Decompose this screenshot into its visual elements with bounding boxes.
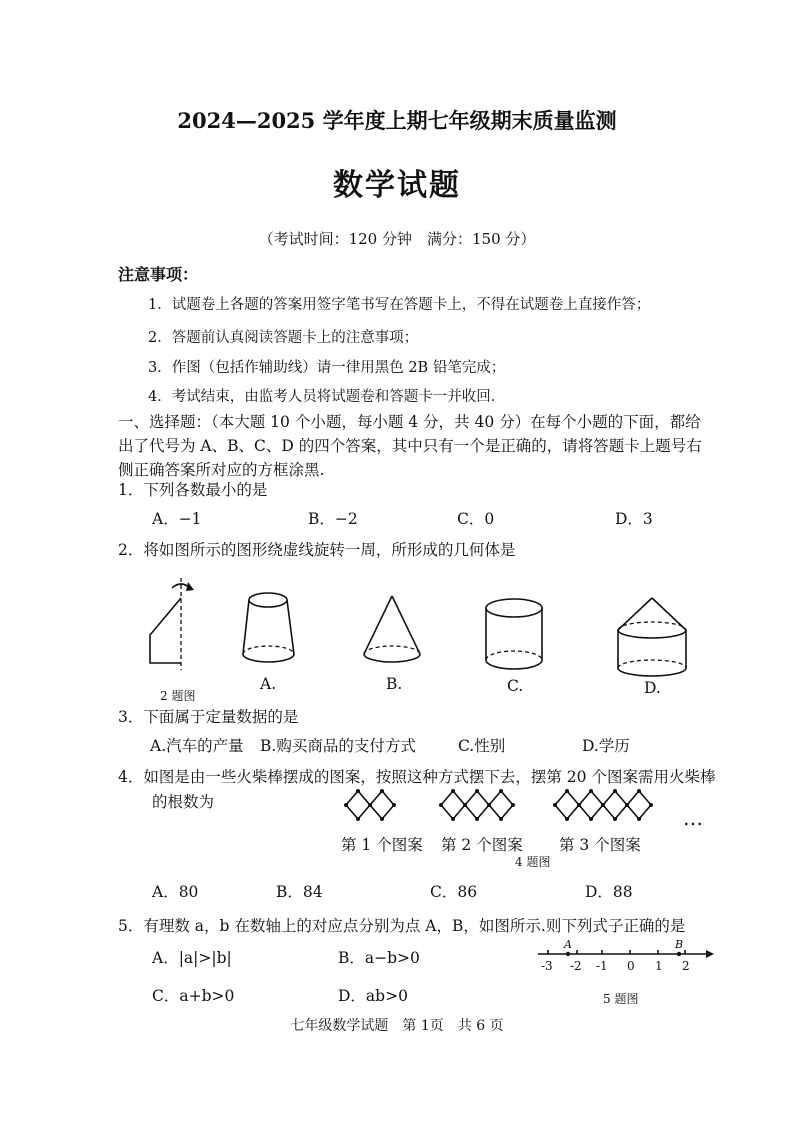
q5-point-a-label: A <box>564 938 572 951</box>
q5-tick-label: -1 <box>596 959 608 973</box>
q5-tick-label: 2 <box>682 959 690 973</box>
q5-tick-label: 0 <box>627 959 635 973</box>
q5-option-c: C．a+b>0 <box>152 987 235 1005</box>
q4-ellipsis: … <box>683 806 703 830</box>
question-2-stem: 2．将如图所示的图形绕虚线旋转一周，所形成的几何体是 <box>118 541 516 559</box>
q5-figure-caption: 5 题图 <box>603 992 639 1006</box>
q5-point-b-label: B <box>675 938 684 951</box>
q2-label-c: C. <box>507 677 524 695</box>
q1-option-c: C．0 <box>457 510 495 528</box>
q5-option-d: D．ab>0 <box>338 987 408 1005</box>
q4-pattern-3-label: 第 3 个图案 <box>559 836 641 854</box>
q4-figure-caption: 4 题图 <box>515 855 551 869</box>
q5-tick-label: -2 <box>570 959 582 973</box>
question-1-stem: 1．下列各数最小的是 <box>118 481 268 499</box>
exam-title: 2024—2025 学年度上期七年级期末质量监测 <box>177 108 617 133</box>
q5-option-b: B．a−b>0 <box>338 949 420 967</box>
notice-item: 3．作图（包括作辅助线）请一律用黑色 2B 铅笔完成； <box>148 360 506 376</box>
question-4-stem-line2: 的根数为 <box>152 793 215 811</box>
q4-option-d: D．88 <box>585 883 633 901</box>
q2-label-b: B. <box>386 675 403 693</box>
q4-pattern-1-label: 第 1 个图案 <box>341 836 423 854</box>
notice-item: 1．试题卷上各题的答案用签字笔书写在答题卡上，不得在试题卷上直接作答； <box>148 297 651 313</box>
option-c-cylinder <box>486 599 542 669</box>
q4-matchstick-figure <box>0 785 794 835</box>
notice-item: 4．考试结束，由监考人员将试题卷和答题卡一并收回． <box>148 389 506 405</box>
q3-option-d: D.学历 <box>582 737 630 755</box>
q4-pattern-2-label: 第 2 个图案 <box>441 836 523 854</box>
section-intro: 一、选择题：（本大题 10 个小题，每小题 4 分，共 40 分）在每个小题的下面，都给出了代号为 A、B、C、D 的四个答案，其中只有一个是正确的，请将答题卡上题号右侧正确答案所对应的方框涂黑. <box>118 413 702 479</box>
notice-item: 2．答题前认真阅读答题卡上的注意事项； <box>148 330 419 346</box>
notice-heading: 注意事项： <box>118 265 199 284</box>
q2-plane-shape <box>150 578 194 670</box>
question-4-stem-line1: 4．如图是由一些火柴棒摆成的图案，按照这种方式摆下去，摆第 20 个图案需用火柴棒 <box>118 768 716 786</box>
option-a-frustum <box>243 593 294 662</box>
q2-label-d: D. <box>644 679 661 697</box>
option-d-cone-cylinder <box>618 598 686 676</box>
q1-option-a: A．−1 <box>152 510 202 528</box>
exam-info: （考试时间：120 分钟 满分：150 分） <box>258 230 536 248</box>
q2-figure-caption: 2 题图 <box>160 689 196 703</box>
q3-option-c: C.性别 <box>458 737 506 755</box>
q5-number-line <box>530 938 720 978</box>
q5-option-a: A．|a|>|b| <box>152 949 232 967</box>
option-b-cone <box>364 596 420 662</box>
subject-title: 数学试题 <box>333 168 461 203</box>
question-3-stem: 3．下面属于定量数据的是 <box>118 708 299 726</box>
question-5-stem: 5．有理数 a，b 在数轴上的对应点分别为点 A，B，如图所示.则下列式子正确的是 <box>118 917 686 935</box>
q4-option-c: C．86 <box>430 883 478 901</box>
q5-tick-label: 1 <box>655 959 663 973</box>
q2-label-a: A. <box>260 675 277 693</box>
q1-option-d: D．3 <box>615 510 653 528</box>
q5-tick-label: -3 <box>541 959 553 973</box>
q4-option-a: A．80 <box>152 883 199 901</box>
q1-option-b: B．−2 <box>308 510 358 528</box>
page-footer: 七年级数学试题 第 1页 共 6 页 <box>290 1018 504 1034</box>
q4-option-b: B．84 <box>276 883 323 901</box>
q3-option-a: A.汽车的产量 <box>150 737 244 755</box>
q3-option-b: B.购买商品的支付方式 <box>260 737 416 755</box>
